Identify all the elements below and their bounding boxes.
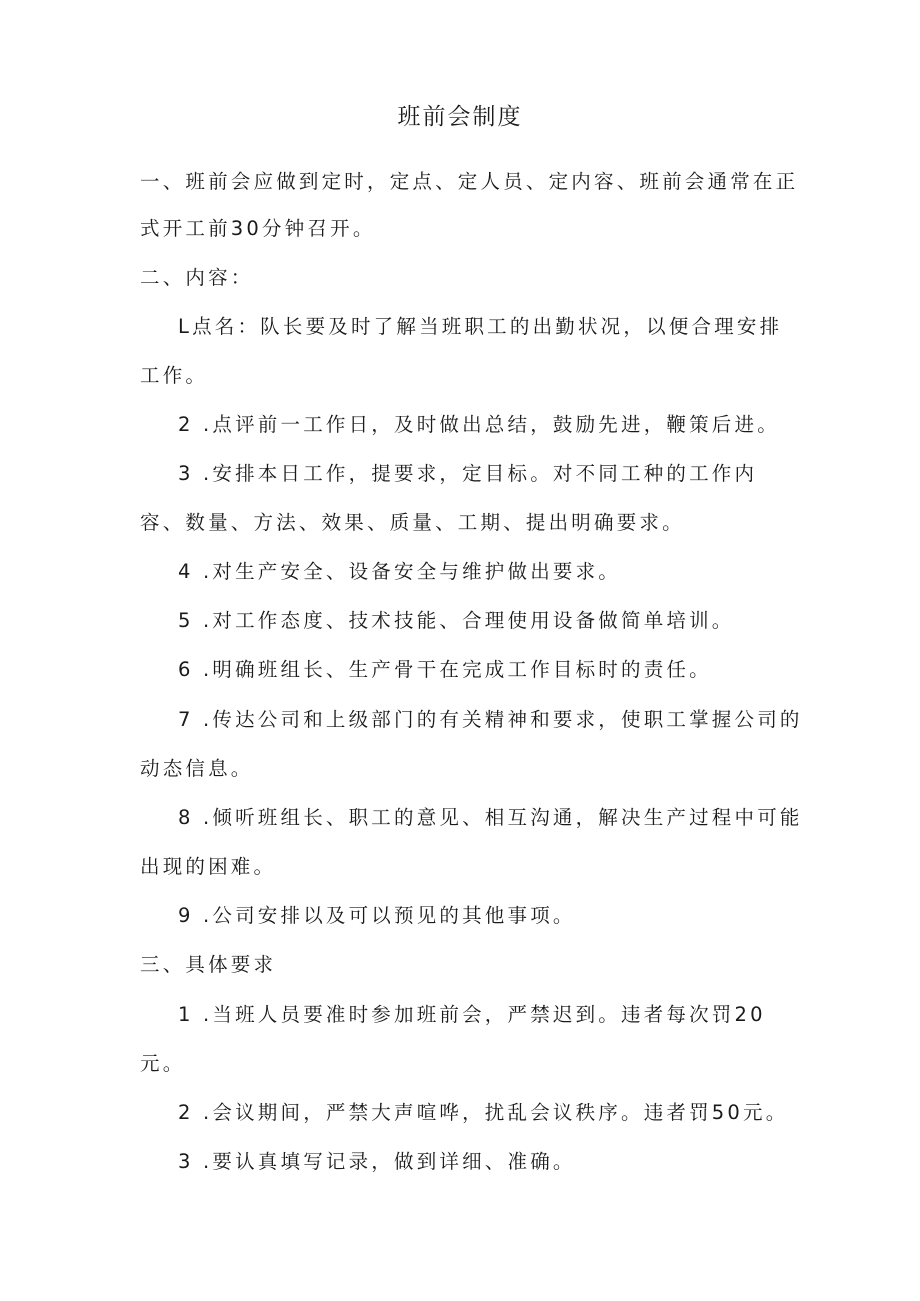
section-heading: 二、内容： (140, 266, 254, 289)
text-line: 3 .要认真填写记录，做到详细、准确。 (178, 1150, 576, 1173)
text-line: 1 .当班人员要准时参加班前会，严禁迟到。违者每次罚20 (178, 1003, 766, 1026)
text-line: 一、班前会应做到定时，定点、定人员、定内容、班前会通常在正 (140, 170, 799, 193)
text-line: 工作。 (140, 364, 209, 387)
section-heading: 三、具体要求 (140, 953, 277, 976)
text-line: 式开工前30分钟召开。 (140, 217, 376, 240)
text-line: 6 .明确班组长、生产骨干在完成工作目标时的责任。 (178, 658, 712, 681)
text-line: 3 .安排本日工作，提要求，定目标。对不同工种的工作内 (178, 462, 758, 485)
text-line: 4 .对生产安全、设备安全与维护做出要求。 (178, 560, 622, 583)
text-line: 容、数量、方法、效果、质量、工期、提出明确要求。 (140, 511, 685, 534)
text-line: 2 .点评前一工作日，及时做出总结，鼓励先进，鞭策后进。 (178, 413, 780, 436)
text-line: 出现的困难。 (140, 855, 277, 878)
text-line: L点名：队长要及时了解当班职工的出勤状况，以便合理安排 (178, 315, 783, 338)
text-line: 9 .公司安排以及可以预见的其他事项。 (178, 904, 576, 927)
text-line: 动态信息。 (140, 757, 254, 780)
text-line: 5 .对工作态度、技术技能、合理使用设备做简单培训。 (178, 609, 735, 632)
text-line: 7 .传达公司和上级部门的有关精神和要求，使职工掌握公司的 (178, 708, 803, 731)
text-line: 2 .会议期间，严禁大声喧哗，扰乱会议秩序。违者罚50元。 (178, 1101, 789, 1124)
page-title: 班前会制度 (397, 104, 523, 130)
text-line: 8 .倾听班组长、职工的意见、相互沟通，解决生产过程中可能 (178, 806, 803, 829)
text-line: 元。 (140, 1052, 186, 1075)
